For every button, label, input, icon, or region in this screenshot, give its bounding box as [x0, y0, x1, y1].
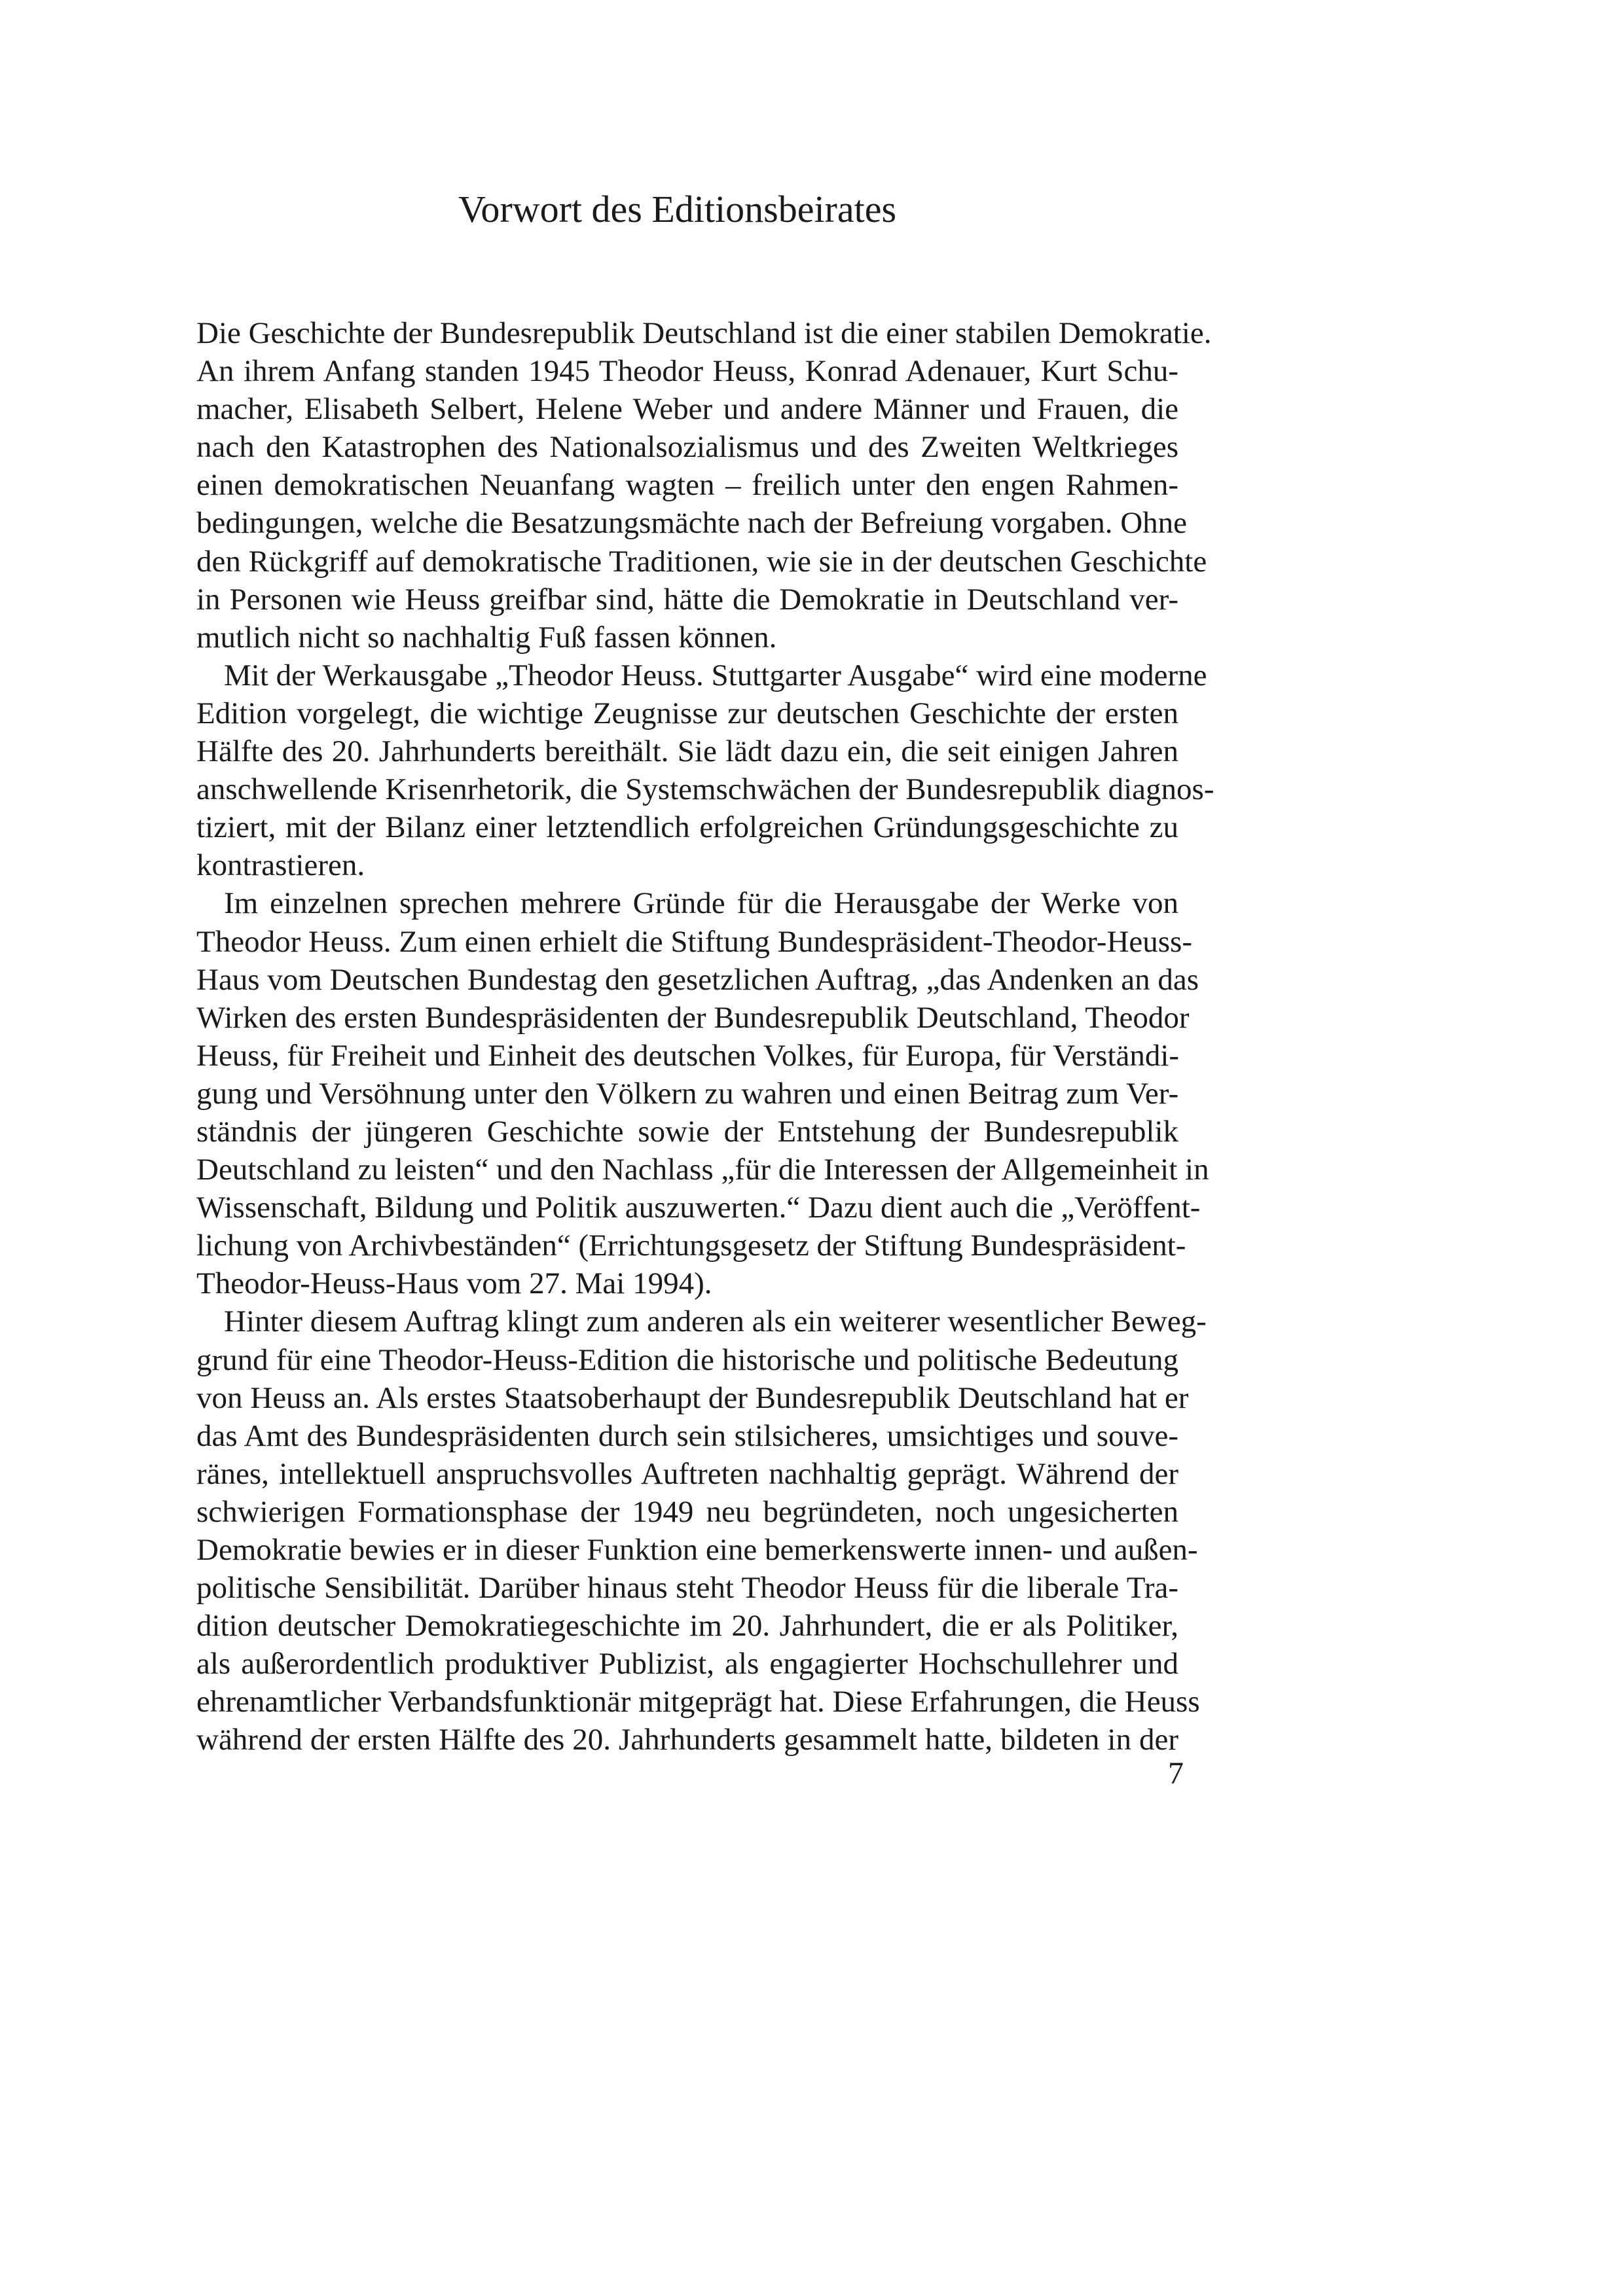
text-line: als außerordentlich produktiver Publizist, als engagierter Hochschullehrer und	[196, 1647, 1178, 1681]
text-line: Edition vorgelegt, die wichtige Zeugnisse zur deutschen Geschichte der ersten	[196, 696, 1178, 730]
page-title: Vorwort des Editionsbeirates	[458, 188, 897, 230]
text-line: grund für eine Theodor-Heuss-Edition die historische und politische Bedeutung	[196, 1342, 1178, 1377]
text-line: Deutschland zu leisten“ und den Nachlass „für die Interessen der Allgemeinheit in	[196, 1153, 1209, 1187]
text-line: lichung von Archivbeständen“ (Errichtungsgesetz der Stiftung Bundespräsident-	[196, 1229, 1186, 1263]
text-line: Wirken des ersten Bundespräsidenten der Bundesrepublik Deutschland, Theodor	[196, 1000, 1190, 1035]
text-line: Heuss, für Freiheit und Einheit des deutschen Volkes, für Europa, für Verständi-	[196, 1038, 1180, 1073]
text-line: Demokratie bewies er in dieser Funktion eine bemerkenswerte innen- und außen-	[196, 1533, 1198, 1567]
text-line: mutlich nicht so nachhaltig Fuß fassen können.	[196, 620, 777, 655]
text-line: den Rückgriff auf demokratische Traditionen, wie sie in der deutschen Geschichte	[196, 544, 1207, 579]
text-line: während der ersten Hälfte des 20. Jahrhunderts gesammelt hatte, bildeten in der	[196, 1723, 1178, 1757]
text-line: Hinter diesem Auftrag klingt zum anderen als ein weiterer wesentlicher Beweg-	[224, 1304, 1207, 1339]
text-line: ehrenamtlicher Verbandsfunktionär mitgeprägt hat. Diese Erfahrungen, die Heuss	[196, 1685, 1200, 1719]
text-line: Theodor Heuss. Zum einen erhielt die Stiftung Bundespräsident-Theodor-Heuss-	[196, 924, 1192, 959]
text-line: ränes, intellektuell anspruchsvolles Auftreten nachhaltig geprägt. Während der	[196, 1456, 1178, 1491]
text-line: macher, Elisabeth Selbert, Helene Weber und andere Männer und Frauen, die	[196, 392, 1178, 427]
page-number: 7	[1168, 1756, 1184, 1791]
text-line: tiziert, mit der Bilanz einer letztendlich erfolgreichen Gründungsgeschichte zu	[196, 810, 1178, 845]
text-line: politische Sensibilität. Darüber hinaus steht Theodor Heuss für die liberale Tra-	[196, 1571, 1178, 1605]
text-line: Mit der Werkausgabe „Theodor Heuss. Stuttgarter Ausgabe“ wird eine moderne	[224, 658, 1207, 692]
text-line: von Heuss an. Als erstes Staatsoberhaupt der Bundesrepublik Deutschland hat er	[196, 1380, 1189, 1415]
text-line: Wissenschaft, Bildung und Politik auszuwerten.“ Dazu dient auch die „Veröffent-	[196, 1191, 1201, 1225]
text-line: schwierigen Formationsphase der 1949 neu begründeten, noch ungesicherten	[196, 1494, 1178, 1529]
text-line: einen demokratischen Neuanfang wagten – freilich unter den engen Rahmen-	[196, 468, 1178, 503]
text-line: kontrastieren.	[196, 848, 365, 883]
text-line: Haus vom Deutschen Bundestag den gesetzlichen Auftrag, „das Andenken an das	[196, 962, 1199, 997]
text-line: Im einzelnen sprechen mehrere Gründe für die Herausgabe der Werke von	[224, 886, 1178, 921]
text-line: das Amt des Bundespräsidenten durch sein stilsicheres, umsichtiges und souve-	[196, 1418, 1178, 1453]
text-line: anschwellende Krisenrhetorik, die Systemschwächen der Bundesrepublik diagnos-	[196, 772, 1214, 807]
text-line: Hälfte des 20. Jahrhunderts bereithält. Sie lädt dazu ein, die seit einigen Jahren	[196, 734, 1178, 769]
text-line: bedingungen, welche die Besatzungsmächte nach der Befreiung vorgaben. Ohne	[196, 506, 1188, 541]
text-line: ständnis der jüngeren Geschichte sowie der Entstehung der Bundesrepublik	[196, 1114, 1178, 1149]
text-line: Die Geschichte der Bundesrepublik Deutschland ist die einer stabilen Demokratie.	[196, 316, 1212, 350]
text-line: dition deutscher Demokratiegeschichte im 20. Jahrhundert, die er als Politiker,	[196, 1609, 1178, 1643]
text-line: nach den Katastrophen des Nationalsozialismus und des Zweiten Weltkrieges	[196, 430, 1178, 465]
text-line: in Personen wie Heuss greifbar sind, hätte die Demokratie in Deutschland ver-	[196, 582, 1178, 617]
text-line: gung und Versöhnung unter den Völkern zu wahren und einen Beitrag zum Ver-	[196, 1076, 1179, 1111]
text-line: An ihrem Anfang standen 1945 Theodor Heuss, Konrad Adenauer, Kurt Schu-	[196, 354, 1178, 389]
text-line: Theodor-Heuss-Haus vom 27. Mai 1994).	[196, 1266, 712, 1301]
body-text	[196, 314, 1214, 1759]
